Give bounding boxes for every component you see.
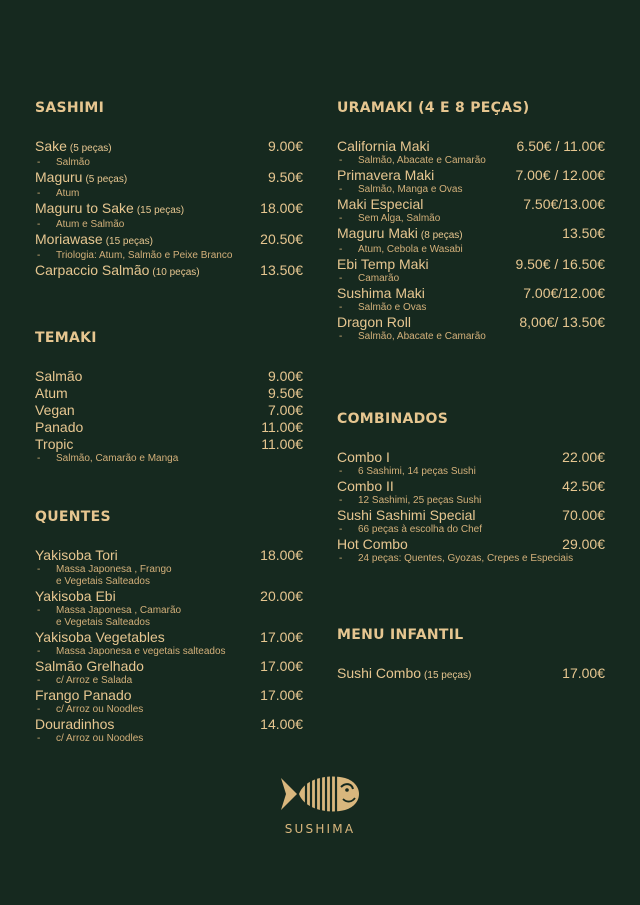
item-name: Sushima Maki bbox=[337, 285, 425, 301]
item-description bbox=[35, 564, 303, 588]
item-price: 13.50€ bbox=[562, 225, 605, 241]
description-dash: - bbox=[339, 184, 343, 195]
item-name: Dragon Roll bbox=[337, 314, 411, 330]
item-name: Carpaccio Salmão bbox=[35, 262, 150, 278]
description-text: Massa Japonesa , Frango e Vegetais Salteados bbox=[56, 564, 172, 587]
description-dash: - bbox=[37, 219, 41, 230]
item-price: 13.50€ bbox=[260, 262, 303, 278]
item-name-wrap bbox=[35, 368, 82, 385]
item-description bbox=[35, 453, 303, 465]
section-uramaki bbox=[337, 100, 605, 343]
item-name-wrap bbox=[35, 687, 132, 704]
item-price: 11.00€ bbox=[261, 436, 303, 452]
description-text: 6 Sashimi, 14 peças Sushi bbox=[358, 466, 476, 477]
brand-name: SUSHIMA bbox=[284, 822, 356, 836]
menu-item bbox=[35, 436, 303, 465]
item-price: 70.00€ bbox=[562, 507, 605, 523]
item-name-wrap bbox=[337, 314, 411, 331]
menu-item bbox=[337, 536, 605, 565]
item-name-wrap bbox=[35, 588, 116, 605]
description-text: Atum e Salmão bbox=[56, 219, 125, 230]
menu-item-row bbox=[337, 196, 605, 213]
menu-item bbox=[337, 449, 605, 478]
item-name: Douradinhos bbox=[35, 716, 115, 732]
menu-item-row bbox=[337, 449, 605, 466]
item-name: Yakisoba Vegetables bbox=[35, 629, 165, 645]
description-text: Camarão bbox=[358, 273, 400, 284]
menu-item bbox=[337, 225, 605, 256]
description-dash: - bbox=[37, 157, 41, 168]
item-name-wrap bbox=[337, 256, 429, 273]
item-name-wrap bbox=[337, 449, 390, 466]
item-description bbox=[35, 733, 303, 745]
item-price: 20.00€ bbox=[260, 588, 303, 604]
item-name: California Maki bbox=[337, 138, 430, 154]
item-name: Salmão Grelhado bbox=[35, 658, 144, 674]
item-name-wrap bbox=[35, 629, 165, 646]
item-name-wrap bbox=[35, 385, 68, 402]
menu-item bbox=[337, 256, 605, 285]
description-dash: - bbox=[339, 213, 343, 224]
item-price: 9.50€ bbox=[267, 385, 303, 401]
section-infantil bbox=[337, 627, 605, 684]
item-description bbox=[337, 184, 605, 196]
menu-item bbox=[337, 665, 605, 684]
item-description bbox=[337, 553, 605, 565]
item-description bbox=[337, 466, 605, 478]
item-description bbox=[35, 704, 303, 716]
item-name: Salmão bbox=[35, 368, 83, 384]
item-price: 9.00€ bbox=[267, 138, 303, 154]
item-name: Moriawase bbox=[35, 231, 103, 247]
item-name-wrap bbox=[35, 138, 112, 157]
menu-item-row bbox=[35, 262, 303, 281]
description-dash: - bbox=[37, 675, 41, 686]
item-price: 17.00€ bbox=[260, 629, 303, 645]
item-description bbox=[337, 273, 605, 285]
menu-item bbox=[35, 629, 303, 658]
description-dash: - bbox=[37, 605, 41, 616]
menu-item bbox=[337, 314, 605, 343]
description-dash: - bbox=[37, 646, 41, 657]
description-dash: - bbox=[339, 466, 343, 477]
menu-item bbox=[35, 262, 303, 281]
menu-item bbox=[35, 419, 303, 436]
menu-item-row bbox=[35, 419, 303, 436]
description-dash: - bbox=[37, 733, 41, 744]
menu-item-row bbox=[337, 665, 605, 684]
menu-item bbox=[337, 285, 605, 314]
description-text: Salmão, Manga e Ovas bbox=[358, 184, 463, 195]
item-name: Primavera Maki bbox=[337, 167, 435, 183]
item-price: 42.50€ bbox=[562, 478, 605, 494]
menu-item-row bbox=[35, 547, 303, 564]
brand-logo bbox=[278, 772, 362, 836]
menu-item bbox=[35, 200, 303, 231]
description-dash: - bbox=[339, 273, 343, 284]
description-dash: - bbox=[37, 564, 41, 575]
item-name: Panado bbox=[35, 419, 84, 435]
item-price: 20.50€ bbox=[260, 231, 303, 247]
item-name: Frango Panado bbox=[35, 687, 132, 703]
menu-item bbox=[35, 588, 303, 629]
item-name: Hot Combo bbox=[337, 536, 408, 552]
menu-item bbox=[337, 507, 605, 536]
item-price: 29.00€ bbox=[562, 536, 605, 552]
description-text: Salmão e Ovas bbox=[358, 302, 427, 313]
item-name-wrap bbox=[337, 507, 476, 524]
item-description bbox=[35, 250, 303, 262]
menu-item bbox=[35, 138, 303, 169]
description-text: Massa Japonesa , Camarão e Vegetais Salteados bbox=[56, 605, 182, 628]
item-price: 7.00€ bbox=[267, 402, 303, 418]
menu-item bbox=[337, 138, 605, 167]
description-text: 12 Sashimi, 25 peças Sushi bbox=[358, 495, 482, 506]
description-dash: - bbox=[37, 704, 41, 715]
item-name: Sushi Sashimi Special bbox=[337, 507, 476, 523]
item-name-wrap bbox=[35, 231, 153, 250]
item-price: 18.00€ bbox=[260, 547, 303, 563]
fish-icon bbox=[279, 772, 361, 816]
menu-item-row bbox=[35, 231, 303, 250]
item-description bbox=[337, 524, 605, 536]
menu-item bbox=[35, 716, 303, 745]
item-description bbox=[35, 157, 303, 169]
item-name-wrap bbox=[337, 285, 425, 302]
item-price: 9.50€ bbox=[267, 169, 303, 185]
menu-item-row bbox=[35, 402, 303, 419]
description-dash: - bbox=[339, 331, 343, 342]
item-price: 17.00€ bbox=[260, 658, 303, 674]
menu-item bbox=[35, 402, 303, 419]
item-name: Atum bbox=[35, 385, 68, 401]
description-text: c/ Arroz ou Noodles bbox=[56, 733, 144, 744]
item-price: 7.00€/12.00€ bbox=[523, 285, 605, 301]
menu-item bbox=[35, 169, 303, 200]
item-price: 6.50€ / 11.00€ bbox=[516, 138, 605, 154]
menu-item bbox=[35, 687, 303, 716]
menu-item-row bbox=[35, 588, 303, 605]
menu-item-row bbox=[337, 478, 605, 495]
description-text: 24 peças: Quentes, Gyozas, Crepes e Especiais bbox=[358, 553, 574, 564]
description-dash: - bbox=[37, 188, 41, 199]
item-name: Maguru bbox=[35, 169, 83, 185]
item-name: Sake bbox=[35, 138, 67, 154]
item-price: 18.00€ bbox=[260, 200, 303, 216]
menu-item-row bbox=[35, 368, 303, 385]
item-name-wrap bbox=[35, 200, 184, 219]
item-quantity: (8 peças) bbox=[420, 230, 463, 241]
menu-item bbox=[337, 478, 605, 507]
menu-item bbox=[35, 231, 303, 262]
menu-item-row bbox=[337, 507, 605, 524]
menu-item bbox=[337, 196, 605, 225]
item-quantity: (15 peças) bbox=[424, 670, 472, 681]
section-sashimi bbox=[35, 100, 303, 281]
menu-item-row bbox=[337, 225, 605, 244]
menu-item-row bbox=[337, 167, 605, 184]
menu-item-row bbox=[337, 314, 605, 331]
menu-item-row bbox=[35, 385, 303, 402]
description-text: Salmão bbox=[56, 157, 90, 168]
item-name: Tropic bbox=[35, 436, 74, 452]
item-description bbox=[35, 675, 303, 687]
item-description bbox=[337, 495, 605, 507]
item-description bbox=[337, 302, 605, 314]
section-title: COMBINADOS bbox=[337, 411, 449, 427]
description-text: Massa Japonesa e vegetais salteados bbox=[56, 646, 226, 657]
item-price: 17.00€ bbox=[260, 687, 303, 703]
menu-item-row bbox=[35, 629, 303, 646]
description-dash: - bbox=[339, 155, 343, 166]
section-title: QUENTES bbox=[35, 509, 111, 525]
section-title: URAMAKI (4 E 8 PEÇAS) bbox=[337, 100, 530, 116]
section-quentes bbox=[35, 509, 303, 745]
item-name-wrap bbox=[35, 169, 127, 188]
menu-item bbox=[35, 385, 303, 402]
item-name: Combo II bbox=[337, 478, 394, 494]
description-text: Atum bbox=[56, 188, 80, 199]
item-name: Sushi Combo bbox=[337, 665, 422, 681]
item-name-wrap bbox=[35, 436, 73, 453]
item-name-wrap bbox=[337, 196, 423, 213]
item-description bbox=[337, 213, 605, 225]
item-name-wrap bbox=[337, 665, 471, 684]
item-name: Yakisoba Tori bbox=[35, 547, 118, 563]
menu-item bbox=[35, 547, 303, 588]
item-quantity: (15 peças) bbox=[136, 205, 185, 216]
section-title: SASHIMI bbox=[35, 100, 105, 116]
description-text: Sem Alga, Salmão bbox=[358, 213, 441, 224]
item-price: 22.00€ bbox=[562, 449, 605, 465]
item-description bbox=[35, 605, 303, 629]
description-dash: - bbox=[339, 553, 343, 564]
menu-item-row bbox=[35, 169, 303, 188]
item-price: 9.00€ bbox=[267, 368, 303, 384]
item-name: Maki Especial bbox=[337, 196, 424, 212]
item-name: Combo I bbox=[337, 449, 390, 465]
description-dash: - bbox=[37, 453, 41, 464]
section-title: TEMAKI bbox=[35, 330, 97, 346]
item-name-wrap bbox=[35, 262, 200, 281]
description-text: Atum, Cebola e Wasabi bbox=[358, 244, 463, 255]
menu-item-row bbox=[337, 256, 605, 273]
item-name-wrap bbox=[35, 419, 83, 436]
menu-item-row bbox=[337, 138, 605, 155]
section-temaki bbox=[35, 330, 303, 465]
description-dash: - bbox=[37, 250, 41, 261]
menu-item-row bbox=[35, 658, 303, 675]
item-quantity: (15 peças) bbox=[105, 236, 153, 247]
description-dash: - bbox=[339, 244, 343, 255]
item-price: 7.50€/13.00€ bbox=[523, 196, 605, 212]
menu-item-row bbox=[337, 536, 605, 553]
item-name-wrap bbox=[337, 478, 394, 495]
item-name-wrap bbox=[35, 402, 75, 419]
item-name-wrap bbox=[35, 547, 118, 564]
item-name-wrap bbox=[337, 167, 434, 184]
description-dash: - bbox=[339, 524, 343, 535]
description-text: Salmão, Camarão e Manga bbox=[56, 453, 179, 464]
item-price: 11.00€ bbox=[261, 419, 303, 435]
description-text: Salmão, Abacate e Camarão bbox=[358, 155, 486, 166]
menu-item bbox=[35, 658, 303, 687]
item-name: Ebi Temp Maki bbox=[337, 256, 429, 272]
item-quantity: (10 peças) bbox=[152, 267, 200, 278]
item-price: 8,00€/ 13.50€ bbox=[519, 314, 605, 330]
item-description bbox=[337, 244, 605, 256]
menu-item bbox=[35, 368, 303, 385]
item-quantity: (5 peças) bbox=[85, 174, 128, 185]
menu-item-row bbox=[35, 436, 303, 453]
item-name-wrap bbox=[337, 225, 463, 244]
item-name-wrap bbox=[35, 658, 144, 675]
description-text: 66 peças à escolha do Chef bbox=[358, 524, 482, 535]
section-title: MENU INFANTIL bbox=[337, 627, 464, 643]
item-description bbox=[337, 331, 605, 343]
item-name-wrap bbox=[337, 138, 430, 155]
item-price: 7.00€ / 12.00€ bbox=[515, 167, 605, 183]
menu-item-row bbox=[35, 687, 303, 704]
item-name: Vegan bbox=[35, 402, 75, 418]
item-description bbox=[337, 155, 605, 167]
item-price: 14.00€ bbox=[260, 716, 303, 732]
menu-item bbox=[337, 167, 605, 196]
description-text: Triologia: Atum, Salmão e Peixe Branco bbox=[56, 250, 233, 261]
item-name-wrap bbox=[35, 716, 114, 733]
item-description bbox=[35, 188, 303, 200]
item-price: 17.00€ bbox=[562, 665, 605, 681]
description-text: c/ Arroz ou Noodles bbox=[56, 704, 144, 715]
item-description bbox=[35, 219, 303, 231]
description-dash: - bbox=[339, 302, 343, 313]
menu-item-row bbox=[35, 716, 303, 733]
menu-item-row bbox=[35, 138, 303, 157]
item-description bbox=[35, 646, 303, 658]
description-text: Salmão, Abacate e Camarão bbox=[358, 331, 486, 342]
section-combinados bbox=[337, 411, 605, 565]
item-quantity: (5 peças) bbox=[69, 143, 112, 154]
menu-item-row bbox=[337, 285, 605, 302]
item-name: Yakisoba Ebi bbox=[35, 588, 116, 604]
description-text: c/ Arroz e Salada bbox=[56, 675, 133, 686]
item-name: Maguru Maki bbox=[337, 225, 418, 241]
item-name-wrap bbox=[337, 536, 408, 553]
menu-item-row bbox=[35, 200, 303, 219]
item-name: Maguru to Sake bbox=[35, 200, 134, 216]
item-price: 9.50€ / 16.50€ bbox=[515, 256, 605, 272]
description-dash: - bbox=[339, 495, 343, 506]
